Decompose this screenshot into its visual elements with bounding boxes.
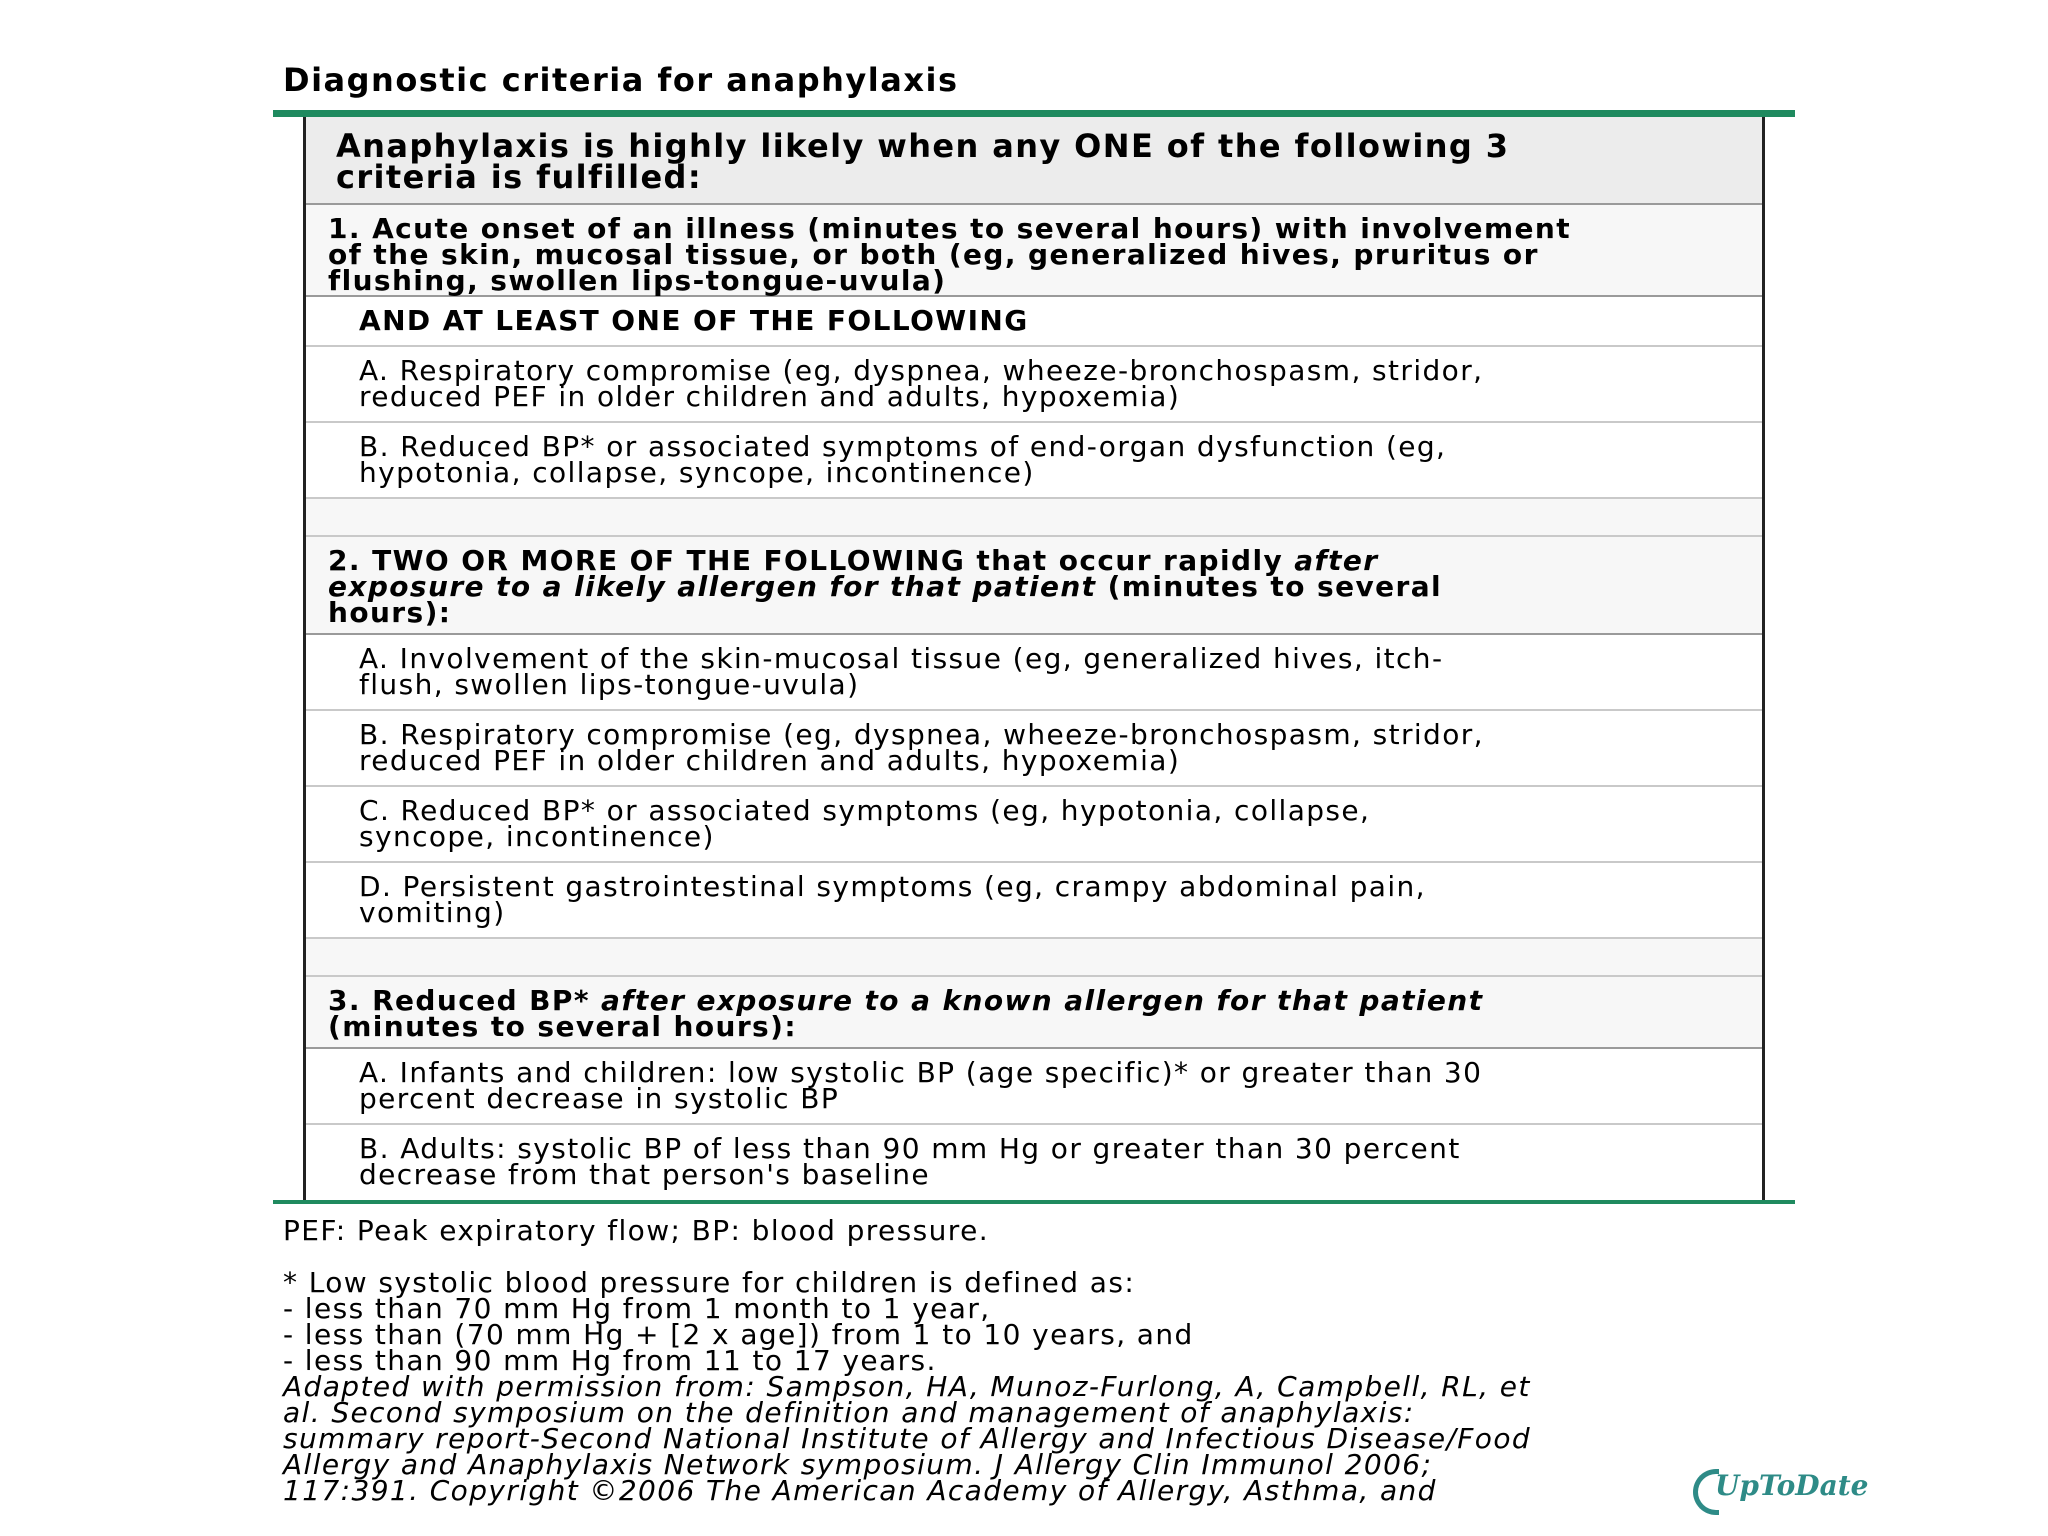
criterion-2-item-b: B. Respiratory compromise (eg, dyspnea, wheeze-bronchospasm, stridor, reduced PEF in older children and adults, hypoxemia) bbox=[306, 711, 1762, 787]
criterion-1-item-b: B. Reduced BP* or associated symptoms of end-organ dysfunction (eg, hypotonia, collapse, syncope, incontinence) bbox=[306, 423, 1762, 499]
document-title: Diagnostic criteria for anaphylaxis bbox=[283, 61, 959, 99]
uptodate-logo bbox=[1693, 1463, 1873, 1517]
low-bp-footnote: * Low systolic blood pressure for children is defined as: - less than 70 mm Hg from 1 month to 1 year, - less than (70 mm Hg + [2 x age]) from 1 to 10 years, and - less than 90 mm Hg from 11 to 17 years. bbox=[283, 1266, 1194, 1377]
criterion-3-heading-end: (minutes to several hours): bbox=[328, 1010, 797, 1043]
table-header: Anaphylaxis is highly likely when any ONE of the following 3 criteria is fulfilled: bbox=[306, 117, 1762, 205]
criterion-1-heading: 1. Acute onset of an illness (minutes to several hours) with involvement of the skin, mucosal tissue, or both (eg, generalized hives, pruritus or flushing, swollen lips-tongue-uvula) bbox=[306, 205, 1762, 297]
criterion-2-heading-end: (minutes to several hours): bbox=[328, 570, 1442, 629]
abbreviation-footnote: PEF: Peak expiratory flow; BP: blood pressure. bbox=[283, 1214, 990, 1247]
criterion-3-heading-italic: after exposure to a known allergen for that patient bbox=[601, 984, 1484, 1017]
criterion-3-item-a: A. Infants and children: low systolic BP (age specific)* or greater than 30 percent decrease in systolic BP bbox=[306, 1049, 1762, 1125]
criterion-3-heading-text: 3. Reduced BP* bbox=[328, 984, 602, 1017]
criterion-2-heading-italic: after exposure to a likely allergen for that patient bbox=[328, 544, 1379, 603]
adapted-citation: Adapted with permission from: Sampson, HA, Munoz-Furlong, A, Campbell, RL, et al. Second symposium on the definition and management of anaphylaxis: summary report-Second National Institute of Allergy and Infectious Disease/Food Allergy and Anaphylaxis Network symposium. J Allergy Clin Immunol 2006; 117:391. Copyright ©2006 The American Academy of Allergy, Asthma, and bbox=[283, 1370, 1532, 1507]
criterion-2-item-d: D. Persistent gastrointestinal symptoms (eg, crampy abdominal pain, vomiting) bbox=[306, 863, 1762, 939]
criterion-1-item-a: A. Respiratory compromise (eg, dyspnea, wheeze-bronchospasm, stridor, reduced PEF in older children and adults, hypoxemia) bbox=[306, 347, 1762, 423]
criterion-2-item-c: C. Reduced BP* or associated symptoms (eg, hypotonia, collapse, syncope, incontinence) bbox=[306, 787, 1762, 863]
criteria-table bbox=[303, 117, 1765, 1200]
bottom-divider bbox=[273, 1200, 1795, 1204]
criterion-2-heading-text: 2. TWO OR MORE OF THE FOLLOWING that occur rapidly bbox=[328, 544, 1295, 577]
criterion-2-heading bbox=[306, 537, 1762, 635]
criterion-3-item-b: B. Adults: systolic BP of less than 90 mm Hg or greater than 30 percent decrease from that person's baseline bbox=[306, 1125, 1762, 1200]
top-divider bbox=[273, 110, 1795, 117]
spacer-row bbox=[306, 499, 1762, 537]
criterion-1-and-line: AND AT LEAST ONE OF THE FOLLOWING bbox=[306, 297, 1762, 347]
criterion-2-item-a: A. Involvement of the skin-mucosal tissue (eg, generalized hives, itch- flush, swollen lips-tongue-uvula) bbox=[306, 635, 1762, 711]
uptodate-logo-text: UpToDate bbox=[1715, 1469, 1869, 1502]
criterion-3-heading bbox=[306, 977, 1762, 1049]
spacer-row bbox=[306, 939, 1762, 977]
